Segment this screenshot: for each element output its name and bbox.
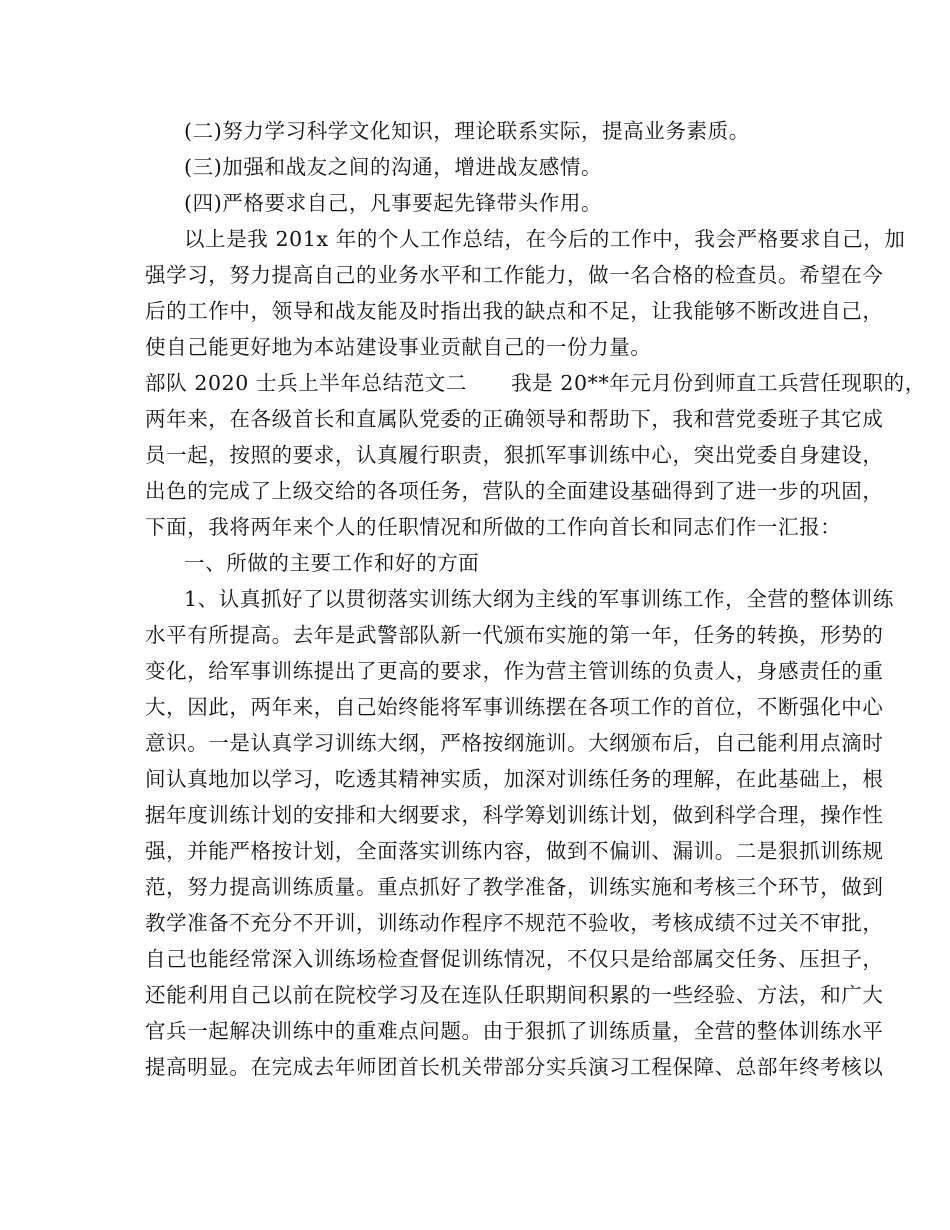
paragraph-line: 水平有所提高。去年是武警部队新一代颁布实施的第一年，任务的转换，形势的: [145, 623, 884, 647]
paragraph-line: 自己也能经常深入训练场检查督促训练情况，不仅只是给部属交任务、压担子，: [145, 947, 884, 971]
paragraph-line: 出色的完成了上级交给的各项任务，营队的全面建设基础得到了进一步的巩固，: [145, 479, 884, 503]
paragraph-line: 后的工作中，领导和战友能及时指出我的缺点和不足，让我能够不断改进自己，: [145, 299, 884, 323]
paragraph-line: 间认真地加以学习，吃透其精神实质，加深对训练任务的理解，在此基础上，根: [145, 767, 884, 791]
text-line: (四)严格要求自己，凡事要起先锋带头作用。: [184, 191, 603, 215]
paragraph-line: 两年来，在各级首长和直属队党委的正确领导和帮助下，我和营党委班子其它成: [145, 407, 884, 431]
section-heading-text: 我是 20**年元月份到师直工兵营任现职的，: [511, 371, 926, 395]
paragraph-line: 强，并能严格按计划，全面落实训练内容，做到不偏训、漏训。二是狠抓训练规: [145, 839, 884, 863]
section-heading-title: 部队 2020 士兵上半年总结范文二: [145, 371, 468, 395]
paragraph-line: 强学习，努力提高自己的业务水平和工作能力，做一名合格的检查员。希望在今: [145, 263, 884, 287]
paragraph-line: 官兵一起解决训练中的重难点问题。由于狠抓了训练质量，全营的整体训练水平: [145, 1019, 884, 1043]
paragraph-line: 下面，我将两年来个人的任职情况和所做的工作向首长和同志们作一汇报：: [145, 515, 842, 539]
paragraph-line: 变化，给军事训练提出了更高的要求，作为营主管训练的负责人，身感责任的重: [145, 659, 884, 683]
paragraph-line: 据年度训练计划的安排和大纲要求，科学筹划训练计划，做到科学合理，操作性: [145, 803, 884, 827]
paragraph-line: 员一起，按照的要求，认真履行职责，狠抓军事训练中心，突出党委自身建设，: [145, 443, 884, 467]
paragraph-line: 1、认真抓好了以贯彻落实训练大纲为主线的军事训练工作，全营的整体训练: [184, 587, 894, 611]
subheading-line: 一、所做的主要工作和好的方面: [184, 551, 480, 575]
paragraph-line: 范，努力提高训练质量。重点抓好了教学准备，训练实施和考核三个环节，做到: [145, 875, 884, 899]
paragraph-line: 使自己能更好地为本站建设事业贡献自己的一份力量。: [145, 335, 652, 359]
text-line: (二)努力学习科学文化知识，理论联系实际，提高业务素质。: [184, 119, 750, 143]
text-line: (三)加强和战友之间的沟通，增进战友感情。: [184, 155, 603, 179]
paragraph-line: 教学准备不充分不开训，训练动作程序不规范不验收，考核成绩不过关不审批，: [145, 911, 884, 935]
paragraph-line: 以上是我 201x 年的个人工作总结，在今后的工作中，我会严格要求自己，加: [184, 227, 906, 251]
paragraph-line: 大，因此，两年来，自己始终能将军事训练摆在各项工作的首位，不断强化中心: [145, 695, 884, 719]
paragraph-line: 还能利用自己以前在院校学习及在连队任职期间积累的一些经验、方法，和广大: [145, 983, 884, 1007]
paragraph-line: 提高明显。在完成去年师团首长机关带部分实兵演习工程保障、总部年终考核以: [145, 1055, 884, 1079]
paragraph-line: 意识。一是认真学习训练大纲，严格按纲施训。大纲颁布后，自己能利用点滴时: [145, 731, 884, 755]
section-heading-line: [145, 371, 926, 395]
